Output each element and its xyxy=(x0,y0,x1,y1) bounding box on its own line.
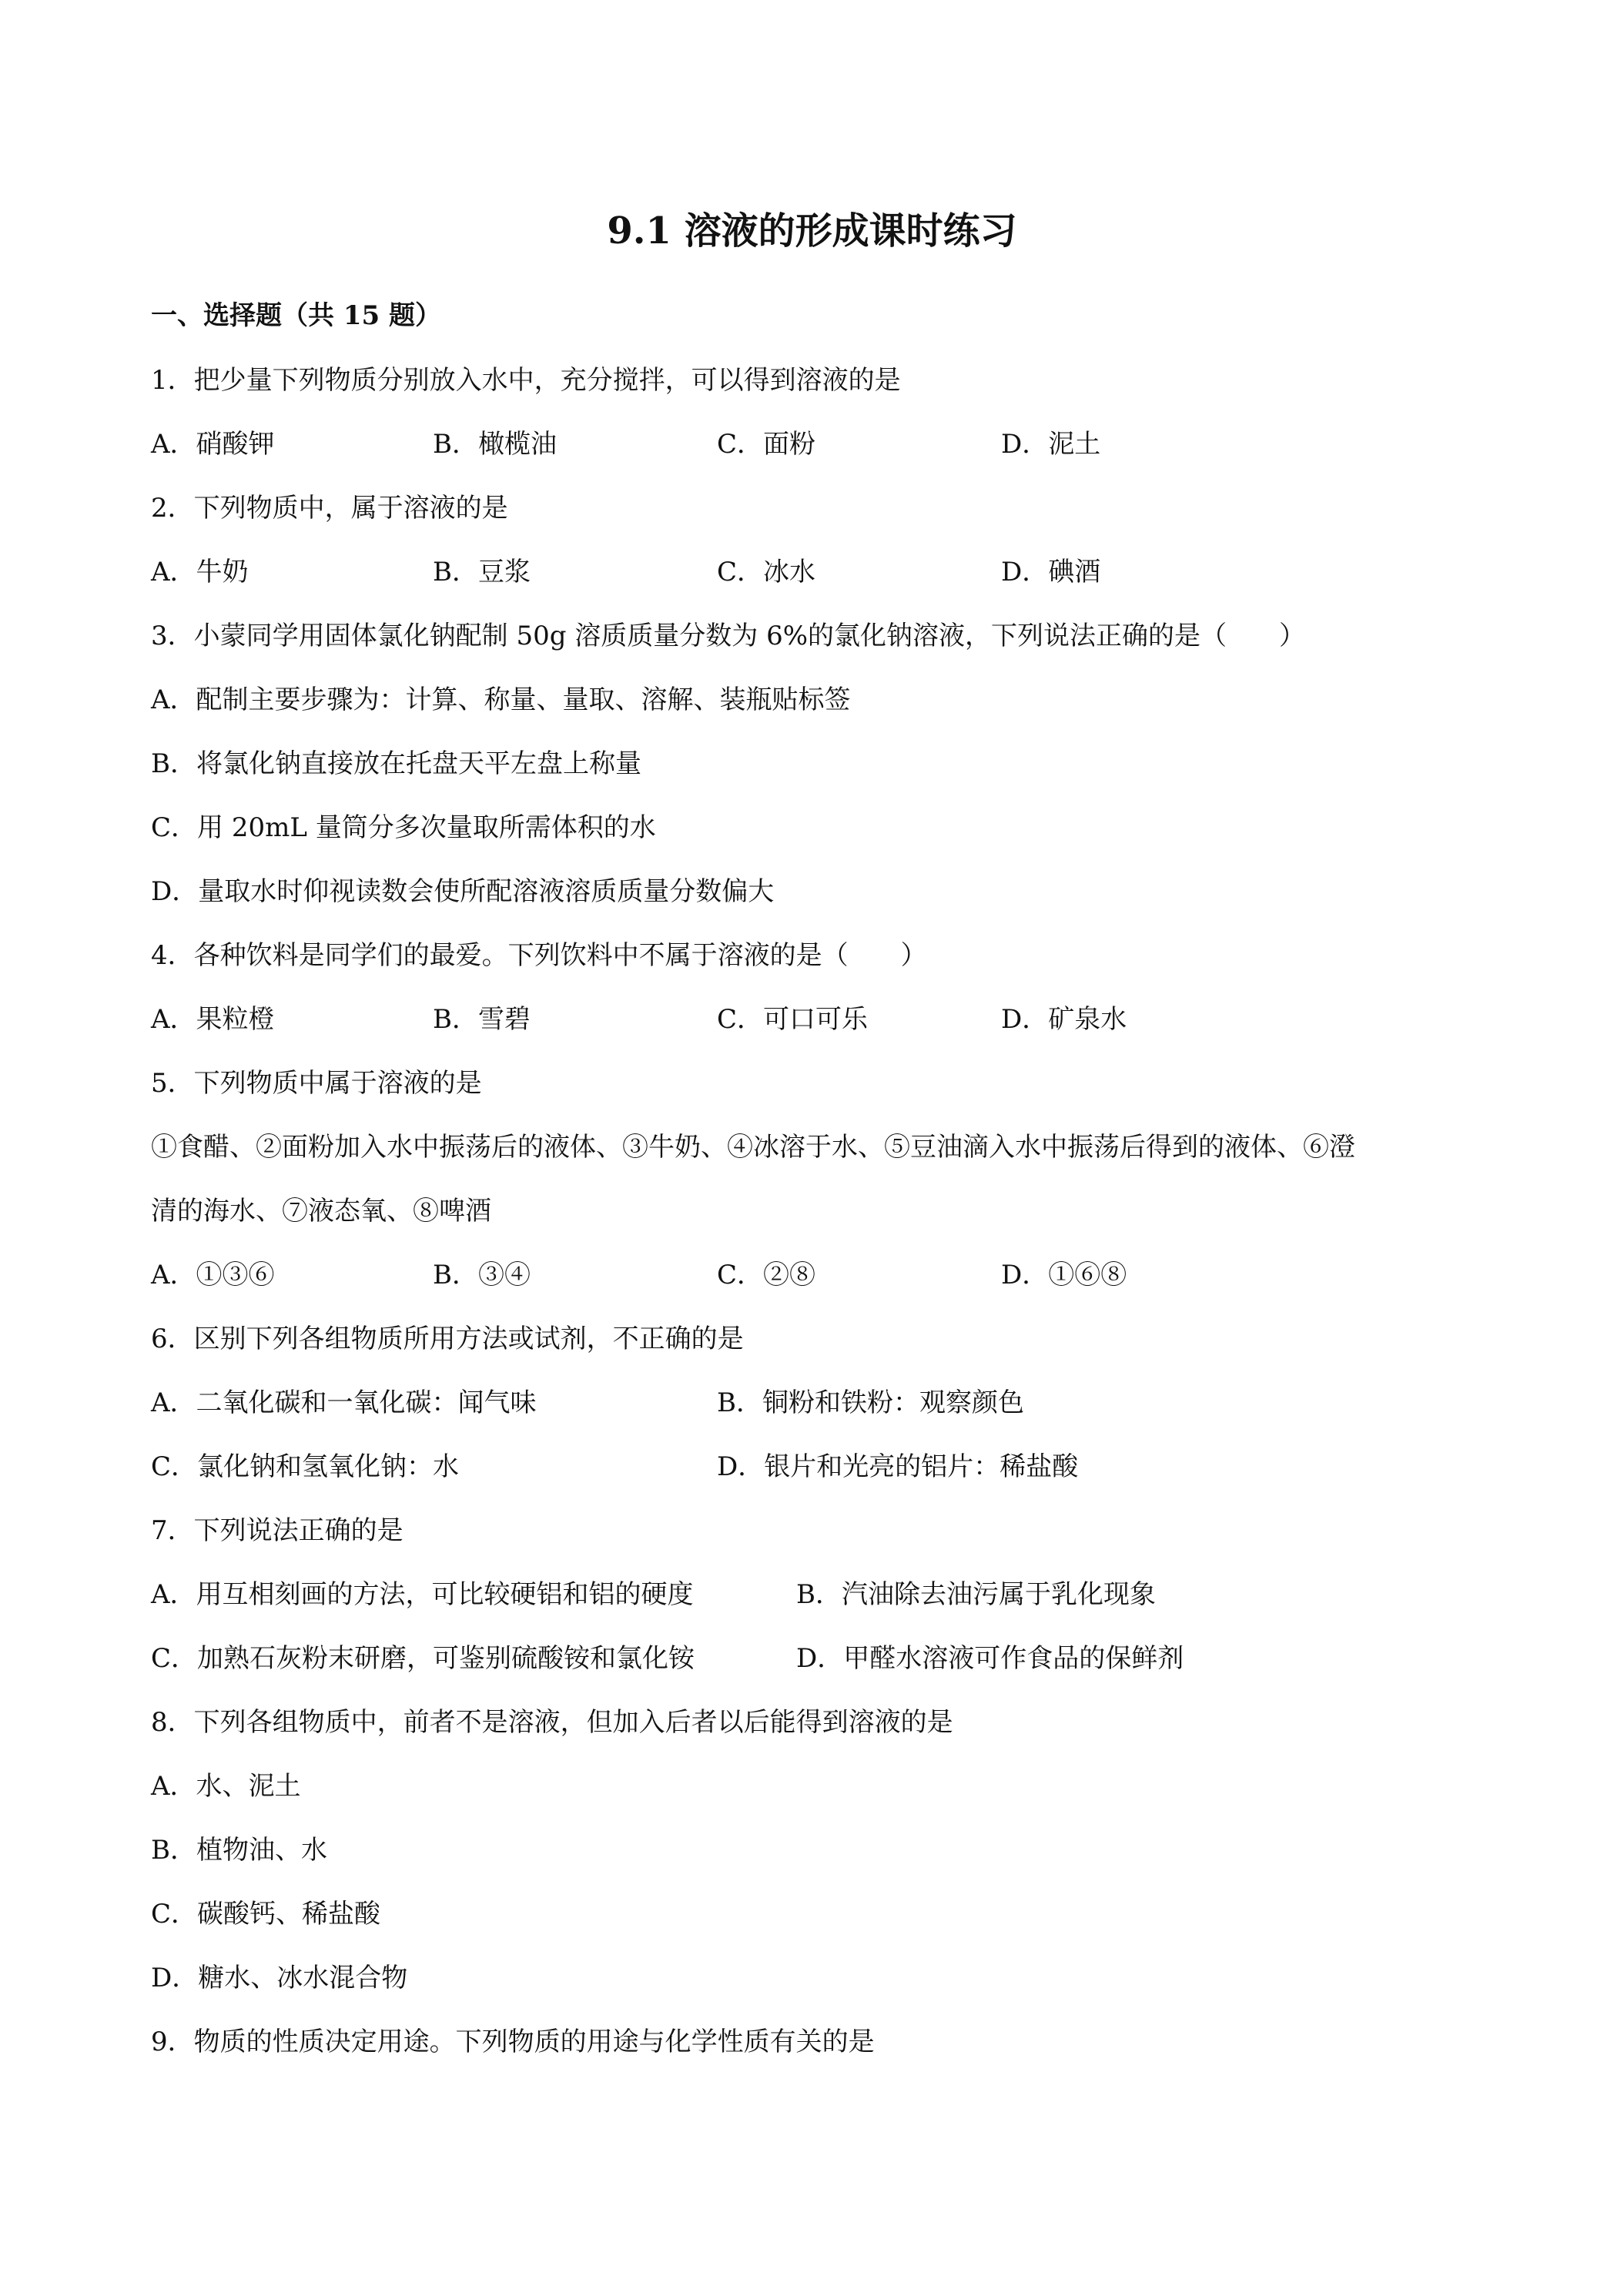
q2-option-a: A．牛奶 xyxy=(151,557,249,587)
q5-option-d: D．①⑥⑧ xyxy=(1001,1260,1127,1290)
q6-option-c: C．氯化钠和氢氧化钠：水 xyxy=(151,1451,460,1482)
question-3-stem: 3．小蒙同学用固体氯化钠配制 50g 溶质质量分数为 6%的氯化钠溶液，下列说法正确的是（ ） xyxy=(151,621,1306,651)
q4-option-c: C．可口可乐 xyxy=(717,1004,869,1035)
q3-option-d: D．量取水时仰视读数会使所配溶液溶质质量分数偏大 xyxy=(151,876,775,907)
q6-option-a: A．二氧化碳和一氧化碳：闻气味 xyxy=(151,1387,537,1418)
q7-option-c: C．加熟石灰粉末研磨，可鉴别硫酸铵和氯化铵 xyxy=(151,1643,695,1674)
q8-option-c: C．碳酸钙、稀盐酸 xyxy=(151,1899,381,1930)
q7-option-d: D．甲醛水溶液可作食品的保鲜剂 xyxy=(796,1643,1184,1674)
question-6-stem: 6．区别下列各组物质所用方法或试剂，不正确的是 xyxy=(151,1324,744,1354)
q4-option-b: B．雪碧 xyxy=(433,1004,531,1035)
q8-option-d: D．糖水、冰水混合物 xyxy=(151,1963,408,1993)
q2-option-c: C．冰水 xyxy=(717,557,816,587)
question-2-stem: 2．下列物质中，属于溶液的是 xyxy=(151,493,508,524)
q2-option-b: B．豆浆 xyxy=(433,557,531,587)
q4-option-d: D．矿泉水 xyxy=(1001,1004,1127,1035)
q6-option-b: B．铜粉和铁粉：观察颜色 xyxy=(717,1387,1024,1418)
q7-option-b: B．汽油除去油污属于乳化现象 xyxy=(796,1579,1156,1610)
question-1-stem: 1．把少量下列物质分别放入水中，充分搅拌，可以得到溶液的是 xyxy=(151,365,901,396)
q4-option-a: A．果粒橙 xyxy=(151,1004,275,1035)
q2-option-d: D．碘酒 xyxy=(1001,557,1101,587)
q5-items-line-1: ①食醋、②面粉加入水中振荡后的液体、③牛奶、④冰溶于水、⑤豆油滴入水中振荡后得到的液体、⑥澄 xyxy=(151,1132,1355,1163)
q1-option-c: C．面粉 xyxy=(717,429,816,460)
q3-option-c: C．用 20mL 量筒分多次量取所需体积的水 xyxy=(151,812,656,843)
q3-option-b: B．将氯化钠直接放在托盘天平左盘上称量 xyxy=(151,748,641,779)
question-9-stem: 9．物质的性质决定用途。下列物质的用途与化学性质有关的是 xyxy=(151,2027,875,2057)
q7-option-a: A．用互相刻画的方法，可比较硬铝和铝的硬度 xyxy=(151,1579,694,1610)
q3-option-a: A．配制主要步骤为：计算、称量、量取、溶解、装瓶贴标签 xyxy=(151,684,851,715)
question-4-stem: 4．各种饮料是同学们的最爱。下列饮料中不属于溶液的是（ ） xyxy=(151,940,927,971)
question-7-stem: 7．下列说法正确的是 xyxy=(151,1515,403,1546)
q5-option-a: A．①③⑥ xyxy=(151,1260,275,1290)
q5-items-line-2: 清的海水、⑦液态氧、⑧啤酒 xyxy=(151,1196,491,1227)
question-5-stem: 5．下列物质中属于溶液的是 xyxy=(151,1068,482,1099)
q1-option-d: D．泥土 xyxy=(1001,429,1101,460)
question-8-stem: 8．下列各组物质中，前者不是溶液，但加入后者以后能得到溶液的是 xyxy=(151,1707,953,1738)
q1-option-a: A．硝酸钾 xyxy=(151,429,275,460)
q6-option-d: D．银片和光亮的铝片：稀盐酸 xyxy=(717,1451,1079,1482)
q1-option-b: B．橄榄油 xyxy=(433,429,557,460)
q5-option-c: C．②⑧ xyxy=(717,1260,816,1290)
q8-option-a: A．水、泥土 xyxy=(151,1771,301,1802)
q8-option-b: B．植物油、水 xyxy=(151,1835,327,1866)
q5-option-b: B．③④ xyxy=(433,1260,531,1290)
section-heading: 一、选择题（共 15 题） xyxy=(151,300,441,331)
page-title: 9.1 溶液的形成课时练习 xyxy=(607,209,1017,253)
